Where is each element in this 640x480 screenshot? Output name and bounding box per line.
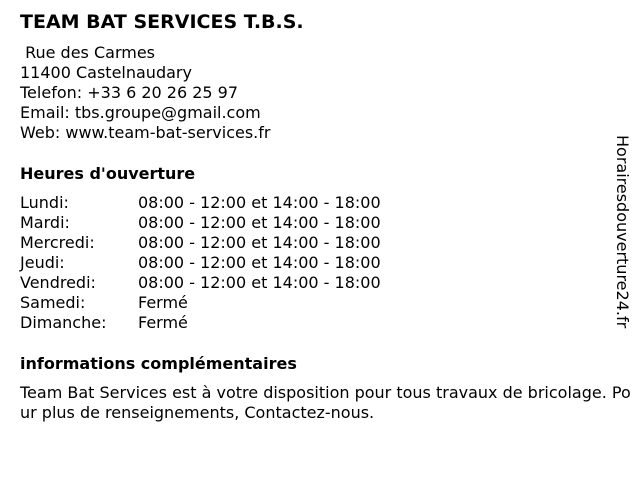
opening-hours-heading: Heures d'ouverture [20,164,196,183]
hours-value: 08:00 - 12:00 et 14:00 - 18:00 [138,233,381,252]
hours-row-wednesday [20,233,381,253]
phone-line: Telefon: +33 6 20 26 25 97 [20,83,239,102]
business-name: TEAM BAT SERVICES T.B.S. [20,11,304,33]
opening-hours-table [20,193,381,333]
email-line: Email: tbs.groupe@gmail.com [20,103,261,122]
hours-value: Fermé [138,293,188,312]
day-label: Mercredi: [20,233,95,252]
hours-row-saturday [20,293,381,313]
day-label: Dimanche: [20,313,107,332]
site-watermark: Horairesdouverture24.fr [613,135,632,329]
additional-info-heading: informations complémentaires [20,354,297,373]
contact-block [20,43,270,143]
hours-row-thursday [20,253,381,273]
day-label: Samedi: [20,293,86,312]
day-label: Vendredi: [20,273,96,292]
hours-row-sunday [20,313,381,333]
hours-value: 08:00 - 12:00 et 14:00 - 18:00 [138,273,381,292]
hours-value: 08:00 - 12:00 et 14:00 - 18:00 [138,253,381,272]
day-label: Jeudi: [20,253,65,272]
street-address: Rue des Carmes [20,43,156,62]
hours-row-monday [20,193,381,213]
day-label: Lundi: [20,193,69,212]
web-line: Web: www.team-bat-services.fr [20,123,271,142]
day-label: Mardi: [20,213,70,232]
hours-value: 08:00 - 12:00 et 14:00 - 18:00 [138,213,381,232]
city-address: 11400 Castelnaudary [20,63,192,82]
additional-info-text: Team Bat Services est à votre disposition pour tous travaux de bricolage. Pour plus de renseignements, Contactez-nous. [20,383,631,422]
hours-row-tuesday [20,213,381,233]
hours-value: 08:00 - 12:00 et 14:00 - 18:00 [138,193,381,212]
hours-value: Fermé [138,313,188,332]
hours-row-friday [20,273,381,293]
